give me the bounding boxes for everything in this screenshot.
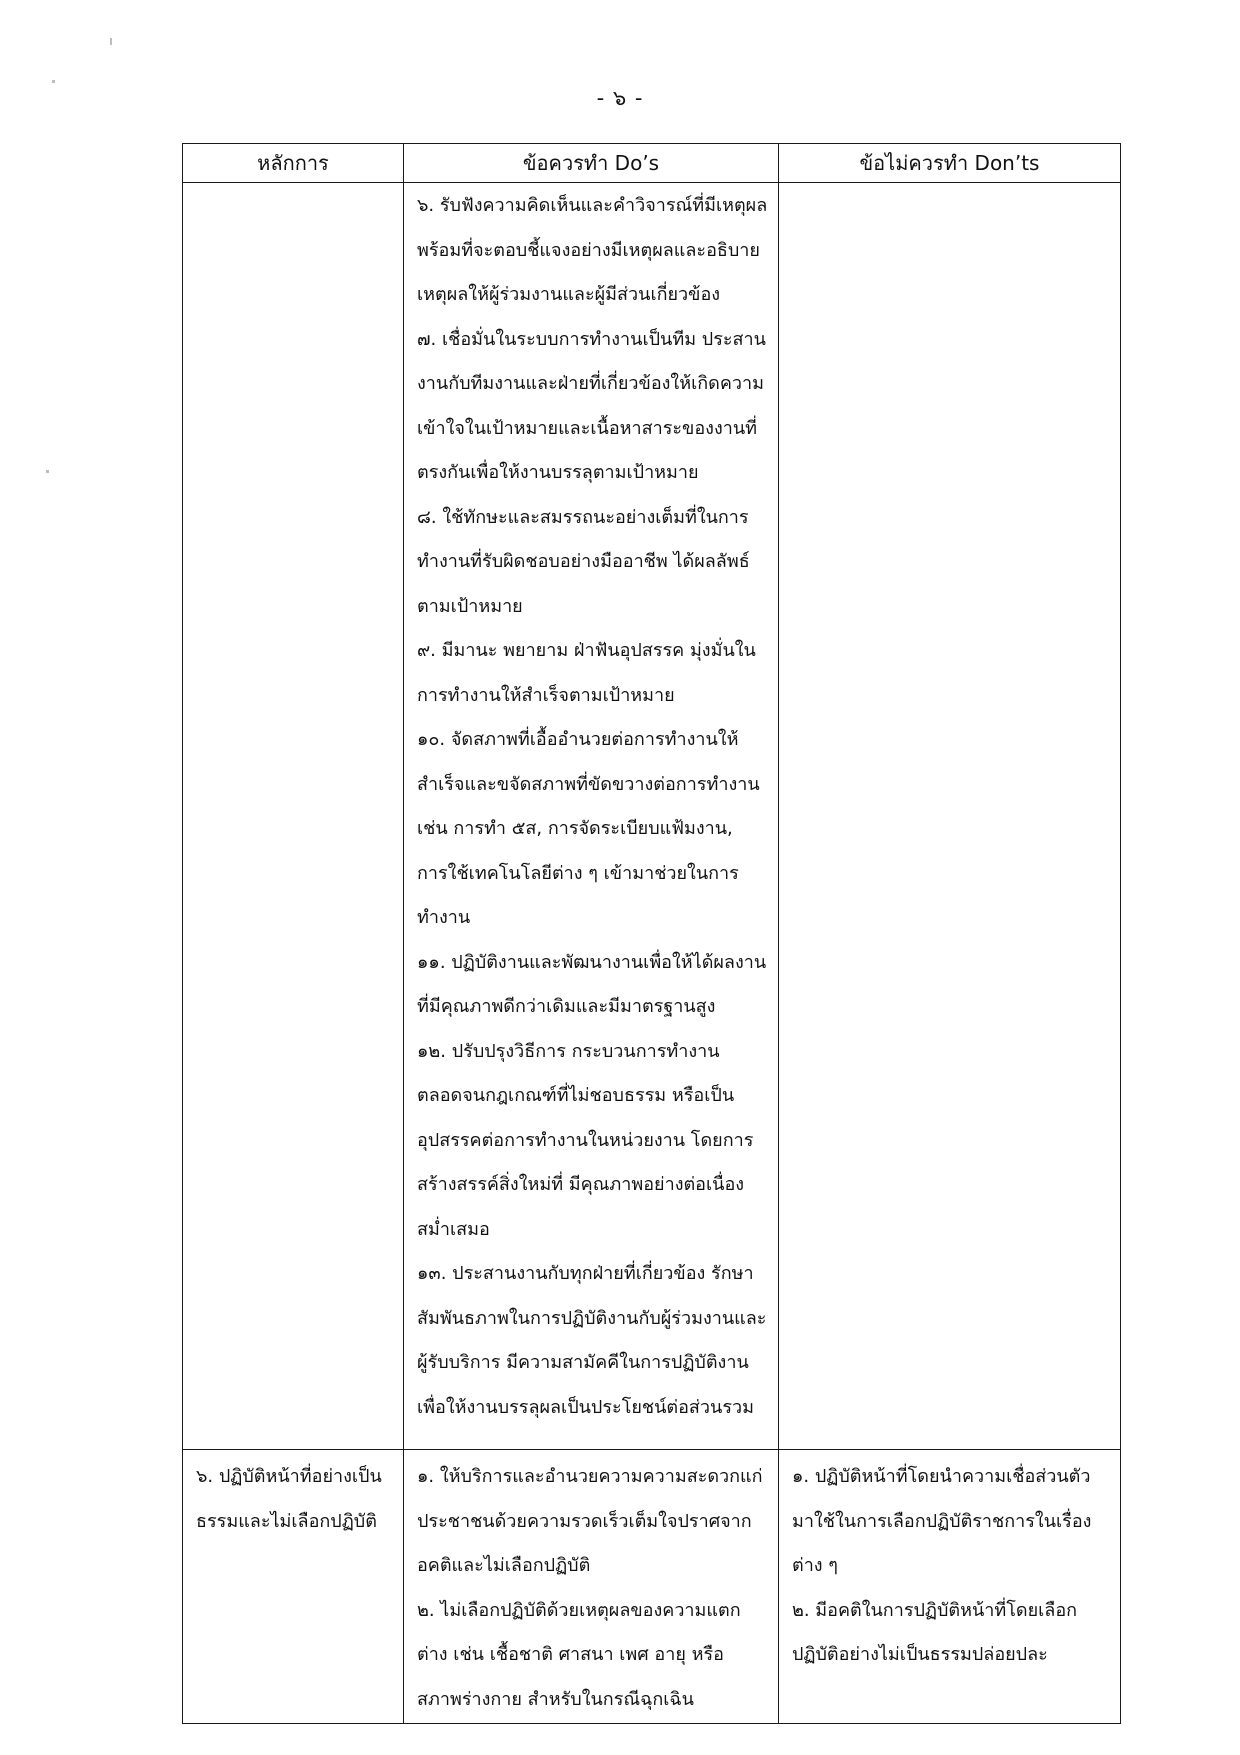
scan-speck	[52, 80, 55, 83]
principle-text: ๖. ปฏิบัติหน้าที่อย่างเป็นธรรมและไม่เลือกปฏิบัติ	[196, 1466, 382, 1532]
table-row	[183, 183, 1121, 1450]
donts-item: ๑. ปฏิบัติหน้าที่โดยนำความเชื่อส่วนตัวมาใช้ในการเลือกปฏิบัติราชการในเรื่องต่าง ๆ	[792, 1466, 1092, 1576]
donts-cell	[779, 183, 1121, 1450]
table-header-row	[183, 144, 1121, 183]
principles-table	[182, 143, 1121, 1724]
dos-item: ๑๑. ปฏิบัติงานและพัฒนางานเพื่อให้ได้ผลงานที่มีคุณภาพดีกว่าเดิมและมีมาตรฐานสูง	[417, 951, 767, 1017]
table-row	[183, 1450, 1121, 1724]
header-dos: ข้อควรทำ Do’s	[404, 144, 779, 183]
header-principle: หลักการ	[183, 144, 404, 183]
dos-cell	[404, 1450, 779, 1724]
header-donts: ข้อไม่ควรทำ Don’ts	[779, 144, 1121, 183]
dos-item: ๙. มีมานะ พยายาม ฝ่าฟันอุปสรรค มุ่งมั่นในการทำงานให้สำเร็จตามเป้าหมาย	[417, 640, 756, 706]
scan-speck	[110, 38, 112, 45]
dos-item: ๑๓. ประสานงานกับทุกฝ่ายที่เกี่ยวข้อง รักษาสัมพันธภาพในการปฏิบัติงานกับผู้ร่วมงานและผู้รับบริการ มีความสามัคคีในการปฏิบัติงาน เพื่อให้งานบรรลุผลเป็นประโยชน์ต่อส่วนรวม	[417, 1263, 767, 1418]
dos-item: ๑. ให้บริการและอำนวยความความสะดวกแก่ประชาชนด้วยความรวดเร็วเต็มใจปราศจากอคติและไม่เลือกปฏิบัติ	[417, 1466, 763, 1576]
donts-cell	[779, 1450, 1121, 1724]
dos-item: ๖. รับฟังความคิดเห็นและคำวิจารณ์ที่มีเหตุผลพร้อมที่จะตอบชี้แจงอย่างมีเหตุผลและอธิบายเหตุผลให้ผู้ร่วมงานและผู้มีส่วนเกี่ยวข้อง	[417, 195, 768, 305]
dos-item: ๑๐. จัดสภาพที่เอื้ออำนวยต่อการทำงานให้สำเร็จและขจัดสภาพที่ขัดขวางต่อการทำงาน เช่น การทำ ๕ส, การจัดระเบียบแฟ้มงาน, การใช้เทคโนโลยีต่าง ๆ เข้ามาช่วยในการทำงาน	[417, 729, 760, 928]
principle-cell	[183, 183, 404, 1450]
dos-item: ๗. เชื่อมั่นในระบบการทำงานเป็นทีม ประสานงานกับทีมงานและฝ่ายที่เกี่ยวข้องให้เกิดความเข้าใจในเป้าหมายและเนื้อหาสาระของงานที่ตรงกันเพื่อให้งานบรรลุตามเป้าหมาย	[417, 328, 766, 483]
scan-speck	[46, 470, 49, 473]
dos-item: ๘. ใช้ทักษะและสมรรถนะอย่างเต็มที่ในการทำงานที่รับผิดชอบอย่างมืออาชีพ ได้ผลลัพธ์ตามเป้าหมาย	[417, 506, 750, 617]
dos-item: ๒. ไม่เลือกปฏิบัติด้วยเหตุผลของความแตกต่าง เช่น เชื้อชาติ ศาสนา เพศ อายุ หรือ สภาพร่างกาย สำหรับในกรณีฉุกเฉิน	[417, 1599, 741, 1710]
donts-item: ๒. มีอคติในการปฏิบัติหน้าที่โดยเลือกปฏิบัติอย่างไม่เป็นธรรมปล่อยปละ	[792, 1599, 1078, 1665]
principle-cell	[183, 1450, 404, 1724]
dos-item: ๑๒. ปรับปรุงวิธีการ กระบวนการทำงาน ตลอดจนกฎเกณฑ์ที่ไม่ชอบธรรม หรือเป็นอุปสรรคต่อการทำงานในหน่วยงาน โดยการสร้างสรรค์สิ่งใหม่ที่ มีคุณภาพอย่างต่อเนื่อง สม่ำเสมอ	[417, 1040, 754, 1240]
dos-cell	[404, 183, 779, 1450]
page-number: - ๖ -	[596, 86, 644, 110]
